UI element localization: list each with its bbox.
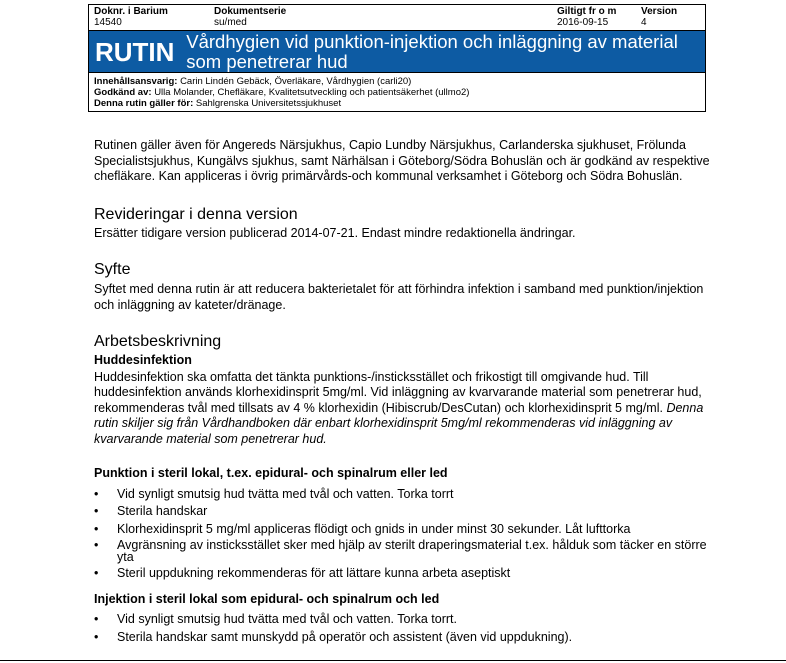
list-item: • Avgränsning av insticksstället sker med hjälp av sterilt draperingsmaterial t.ex. hålduk som täcker en större yta (94, 539, 714, 563)
section2-list (94, 612, 714, 644)
document-type: RUTIN (95, 37, 175, 67)
list-item: • Steril uppdukning rekommenderas för att lättare kunna arbeta aseptiskt (94, 566, 714, 581)
document-series-label: Dokumentserie (214, 6, 287, 17)
disinfection-body: Huddesinfektion ska omfatta det tänkta punktions-/insticksstället och frikostigt till omgivande hud. Till huddesinfektion används klorhexidinsprit 5mg/ml. Vid inläggning av kvarvarande material som penetrerar hud, rekommenderas tvål med tillsats av 4 % klorhexidin (Hibiscrub/DesCutan) och klorhexidinsprit 5 mg/ml. (94, 369, 702, 415)
document-body (94, 138, 714, 647)
revisions-heading: Revideringar i denna version (94, 205, 298, 223)
section2-heading: Injektion i steril lokal som epidural- och spinalrum och led (94, 591, 440, 606)
version-value: 4 (641, 17, 647, 28)
list-item: • Klorhexidinsprit 5 mg/ml appliceras flödigt och gnids in under minst 30 sekunder. Låt lufttorka (94, 522, 714, 537)
approved-row (94, 87, 700, 98)
applies-label: Denna rutin gäller för: (94, 98, 194, 109)
responsibility-info (89, 73, 705, 111)
section1-list (94, 487, 714, 581)
metadata-row (89, 5, 705, 30)
valid-from-value: 2016-09-15 (557, 17, 609, 28)
doknr-value: 14540 (94, 17, 122, 28)
intro-paragraph: Rutinen gäller även för Angereds Närsjukhus, Capio Lundby Närsjukhus, Carlanderska sjukhuset, Frölunda Specialistsjukhus, Kungälvs sjukhus, samt Närhälsan i Göteborg/Södra Bohuslän och är godkänd av respektive chefläkare. Kan appliceras i övrig primärvårds-och kommunal verksamhet i Göteborg och Södra Bohuslän. (94, 138, 710, 183)
list-item: • Sterila handskar samt munskydd på operatör och assistent (även vid uppdukning). (94, 630, 714, 645)
responsible-value: Carin Lindén Gebäck, Överläkare, Vårdhygien (carli20) (180, 76, 412, 87)
disinfection-subheading: Huddesinfektion (94, 353, 192, 367)
applies-value: Sahlgrenska Universitetssjukhuset (195, 98, 342, 109)
applies-row (94, 98, 700, 109)
disinfection-text (94, 370, 714, 448)
version-label: Version (641, 6, 678, 17)
purpose-heading: Syfte (94, 261, 131, 278)
list-item: • Vid synligt smutsig hud tvätta med tvål och vatten. Torka torrt. (94, 612, 714, 627)
purpose-text: Syftet med denna rutin är att reducera bakterietalet för att förhindra infektion i samband med punktion/injektion och inläggning av kateter/dränage. (94, 282, 704, 312)
document-series-value: su/med (214, 17, 247, 28)
title-banner (89, 30, 705, 73)
list-item: • Sterila handskar (94, 504, 714, 519)
document-title: Vårdhygien vid punktion-injektion och inläggning av material som penetrerar hud (186, 31, 678, 72)
responsible-row (94, 76, 700, 87)
disinfection-note: Denna rutin skiljer sig från Vårdhandboken där enbart klorhexidinsprit 5mg/ml rekommenderas vid inläggning av kvarvarande material som penetrerar hud. (94, 400, 704, 446)
approved-value: Ulla Molander, Chefläkare, Kvalitetsutveckling och patientsäkerhet (ullmo2) (154, 87, 470, 98)
page-bottom-rule (0, 660, 786, 661)
responsible-label: Innehållsansvarig: (94, 76, 178, 87)
version-field (641, 6, 701, 30)
document-series-field (214, 6, 557, 30)
doknr-field (94, 6, 214, 30)
work-heading: Arbetsbeskrivning (94, 333, 222, 350)
revisions-text: Ersätter tidigare version publicerad 2014-07-21. Endast mindre redaktionella ändringar. (94, 225, 576, 240)
approved-label: Godkänd av: (94, 87, 152, 98)
doknr-label: Doknr. i Barium (94, 6, 168, 17)
valid-from-label: Giltigt fr o m (557, 6, 617, 17)
list-item: • Vid synligt smutsig hud tvätta med tvål och vatten. Torka torrt (94, 487, 714, 502)
section1-heading: Punktion i steril lokal, t.ex. epidural- och spinalrum eller led (94, 466, 448, 480)
valid-from-field (557, 6, 641, 30)
document-header (88, 4, 706, 112)
